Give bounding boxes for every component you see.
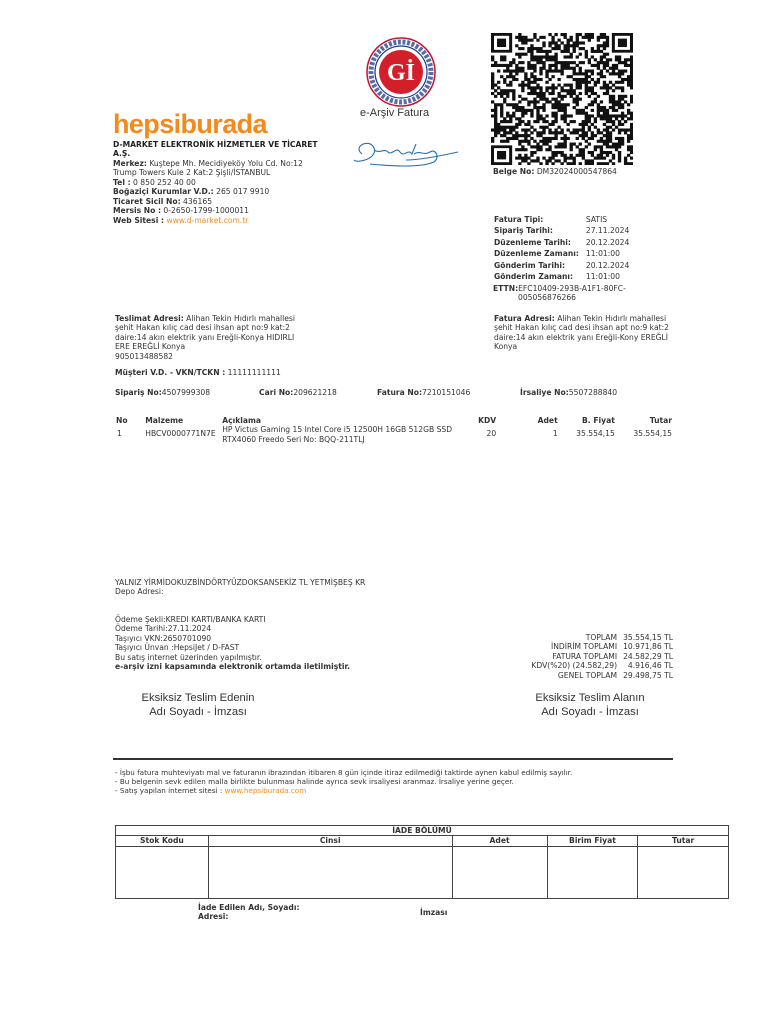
doc-title: e-Arşiv Fatura	[360, 107, 430, 119]
tasiyici-vkn: Taşıyıcı VKN:2650701090	[115, 633, 212, 643]
note-3-prefix: - Satış yapılan internet sitesi :	[115, 786, 225, 795]
belge-value: DM32024000547864	[536, 167, 617, 176]
cari-label: Cari No:	[259, 388, 294, 397]
amount-in-words: YALNIZ YİRMİDOKUZBİNDÖRTYÜZDOKSANSEKİZ TL YETMİŞBEŞ KR	[115, 578, 366, 587]
total-value: 29.498,75 TL	[623, 670, 673, 680]
iade-col-cinsi: Cinsi	[208, 836, 452, 846]
iade-section	[115, 825, 729, 899]
invoice-info-label: Sipariş Tarihi:	[494, 226, 553, 236]
col-kdv: KDV	[478, 416, 497, 425]
mersis-label: Mersis No :	[113, 206, 161, 216]
fatura-adresi-line1: Alihan Tekin Hıdırlı mahallesi	[557, 314, 667, 323]
total-row	[525, 642, 673, 651]
total-label: KDV(%20) (24.582,29)	[531, 661, 618, 671]
col-malzeme: Malzeme	[145, 416, 184, 425]
iade-edilen-block	[198, 903, 300, 922]
row-no: 1	[117, 429, 122, 439]
total-label: GENEL TOPLAM	[557, 670, 618, 680]
total-label: FATURA TOPLAMI	[552, 651, 618, 661]
note-1: - İşbu fatura muhteviyatı mal ve faturanın ibrazından itibaren 8 gün içinde itiraz edilmediği taktirde aynen kabul edilmiş sayılır.	[115, 768, 573, 777]
row-aciklama-line2: RTX4060 Freedo Seri No: BQQ-211TLJ	[222, 434, 365, 444]
iade-title: İADE BÖLÜMÜ	[116, 826, 729, 836]
teslim-alan-sublabel: Adı Soyadı - İmzası	[541, 706, 639, 718]
depo-adresi: Depo Adresi:	[115, 587, 164, 596]
iade-col-tutar: Tutar	[638, 836, 729, 846]
total-label: İNDİRİM TOPLAMI	[550, 642, 618, 652]
odeme-sekli: Ödeme Şekli:KREDI KARTI/BANKA KARTI	[115, 615, 266, 624]
invoice-info-label: Düzenleme Zamanı:	[494, 249, 579, 259]
sicil-label: Ticaret Sicil No:	[113, 196, 181, 206]
fatura-adresi-line4: Konya	[494, 342, 518, 352]
invoice-info-row	[493, 214, 630, 225]
fatura-adresi-line3: daire:14 akın elektrik yanı Ereğli-Kony EREĞLİ	[494, 332, 668, 342]
iade-cell-cinsi[interactable]	[208, 846, 452, 898]
note-2: - Bu belgenin sevk edilen malla birlikte bulunması halinde ayrıca sevk irsaliyesi aranmaz. İrsaliye yerine geçer.	[115, 777, 514, 786]
mersis-value: 0-2650-1799-1000011	[163, 206, 249, 216]
iade-cell-tutar[interactable]	[638, 846, 729, 898]
total-value: 10.971,86 TL	[623, 642, 673, 652]
teslimat-line3: daire:14 akın elektrik yanı Ereğli-Konya HIDIRLI	[115, 332, 295, 342]
invoice-info-row	[493, 260, 630, 271]
invoice-info	[493, 214, 630, 283]
tel-value: 0 850 252 40 00	[133, 177, 196, 187]
total-value: 24.582,29 TL	[623, 651, 673, 661]
divider	[113, 758, 673, 760]
invoice-info-label: Fatura Tipi:	[494, 215, 544, 224]
hepsiburada-logo: hepsiburada	[113, 109, 267, 139]
siparis-label: Sipariş No:	[115, 388, 162, 397]
cari-value: 209621218	[293, 388, 337, 397]
customer-vkn	[115, 368, 281, 377]
col-adet: Adet	[537, 416, 558, 425]
ettn-line2: 005056876266	[518, 293, 576, 303]
belge-label: Belge No:	[493, 167, 535, 176]
invoice-info-value: 27.11.2024	[585, 226, 630, 236]
teslim-alan-signature	[520, 691, 660, 719]
ettn-block	[493, 284, 626, 303]
total-row	[525, 671, 673, 680]
iade-empty-row	[116, 846, 729, 898]
payment-block	[115, 615, 350, 672]
merkez-value: Kuştepe Mh. Mecidiyeköy Yolu Cd. No:12	[149, 158, 303, 168]
company-name: D-MARKET ELEKTRONİK HİZMETLER VE TİCARET A.Ş.	[113, 140, 318, 159]
internet-satis-note: Bu satış internet üzerinden yapılmıştır.	[115, 652, 262, 662]
teslim-eden-sublabel: Adı Soyadı - İmzası	[149, 706, 247, 718]
teslim-alan-label: Eksiksiz Teslim Alanın	[535, 692, 645, 704]
odeme-tarihi: Ödeme Tarihi:27.11.2024	[115, 624, 212, 634]
web-label: Web Sitesi :	[113, 215, 164, 225]
iade-col-birim: Birim Fiyat	[547, 836, 638, 846]
teslimat-line2: şehit Hakan kılıç cad desi ihsan apt no:9 kat:2	[115, 323, 290, 333]
teslimat-line1: Alihan Tekin Hıdırlı mahallesi	[186, 314, 295, 323]
invoice-info-row	[493, 225, 630, 236]
col-tutar: Tutar	[649, 416, 672, 425]
col-aciklama: Açıklama	[222, 416, 262, 425]
musteri-value: 11111111111	[227, 368, 281, 377]
invoice-info-row	[493, 271, 630, 282]
totals-block	[525, 633, 673, 680]
teslim-eden-label: Eksiksiz Teslim Edenin	[141, 692, 255, 704]
web-link[interactable]: www.d-market.com.tr	[166, 215, 249, 225]
belge-no	[493, 167, 617, 176]
iade-col-adet: Adet	[452, 836, 547, 846]
row-fiyat: 35.554,15	[576, 429, 615, 439]
earsiv-note: e-arşiv izni kapsamında elektronik ortamda iletilmiştir.	[115, 662, 351, 672]
invoice-info-value: SATIS	[585, 215, 608, 224]
iade-col-stok: Stok Kodu	[116, 836, 209, 846]
gib-seal	[365, 36, 437, 108]
row-adet: 1	[552, 429, 558, 439]
delivery-address	[115, 314, 315, 361]
row-aciklama-line1: HP Victus Gaming 15 Intel Core i5 12500H 16GB 512GB SSD	[222, 425, 453, 435]
qr-code	[491, 33, 633, 165]
row-malzeme: HBCV0000771N7E	[145, 429, 216, 439]
teslimat-phone: 905013488582	[115, 351, 173, 361]
irsaliye-label: İrsaliye No:	[520, 388, 569, 397]
gib-seal-icon	[365, 36, 437, 108]
signature-image	[350, 134, 460, 174]
notes-block	[115, 768, 572, 795]
total-row	[525, 652, 673, 661]
invoice-info-value: 20.12.2024	[585, 260, 630, 270]
invoice-info-value: 11:01:00	[585, 249, 620, 259]
seal-letter: Gİ	[386, 60, 416, 86]
table-row	[116, 425, 672, 444]
invoice-info-value: 20.12.2024	[585, 237, 630, 247]
fatura-adresi-line2: şehit Hakan kılıç cad desi ihsan apt no:9 kat:2	[494, 323, 669, 333]
siparis-no	[115, 388, 210, 397]
hepsiburada-link[interactable]: www.hepsiburada.com	[224, 786, 307, 795]
billing-address	[494, 314, 694, 352]
fatura-adresi-label: Fatura Adresi:	[494, 314, 555, 323]
iade-edilen-label: İade Edilen Adı, Soyadı:	[198, 903, 300, 912]
fatura-no	[377, 388, 470, 397]
row-kdv: 20	[486, 429, 497, 439]
invoice-info-label: Gönderim Tarihi:	[494, 260, 566, 270]
invoice-info-value: 11:01:00	[585, 272, 620, 282]
vd-label: Boğaziçi Kurumlar V.D.:	[113, 187, 214, 197]
row-tutar: 35.554,15	[633, 429, 672, 439]
items-table	[116, 416, 672, 444]
iade-cell-birim[interactable]	[547, 846, 638, 898]
invoice-info-label: Gönderim Zamanı:	[494, 272, 574, 282]
total-label: TOPLAM	[585, 633, 618, 642]
cari-no	[259, 388, 337, 397]
col-fiyat: B. Fiyat	[582, 416, 615, 425]
fatura-no-label: Fatura No:	[377, 388, 423, 397]
musteri-label: Müşteri V.D. - VKN/TCKN :	[115, 368, 226, 377]
tasiyici-unvan: Taşıyıcı Ünvan :HepsiJet / D-FAST	[115, 643, 240, 653]
iade-imzasi-label: İmzası	[420, 908, 448, 917]
col-no: No	[116, 416, 128, 425]
vd-value: 265 017 9910	[216, 187, 270, 197]
total-row	[525, 661, 673, 670]
merkez-label: Merkez:	[113, 158, 147, 168]
teslimat-line4: ERE EREĞLİ Konya	[115, 342, 186, 352]
company-address-line2: Trump Towers Kule 2 Kat:2 Şişli/İSTANBUL	[113, 168, 271, 178]
invoice-info-row	[493, 248, 630, 259]
invoice-info-label: Düzenleme Tarihi:	[494, 237, 571, 247]
teslim-eden-signature	[128, 691, 268, 719]
irsaliye-value: 5507288840	[568, 388, 618, 397]
iade-cell-stok[interactable]	[116, 846, 209, 898]
iade-adresi-label: Adresi:	[198, 912, 229, 922]
invoice-info-row	[493, 237, 630, 248]
ettn-label: ETTN:	[493, 284, 519, 293]
teslimat-label: Teslimat Adresi:	[115, 314, 184, 323]
siparis-value: 4507999308	[161, 388, 211, 397]
total-value: 35.554,15 TL	[623, 633, 673, 642]
sicil-value: 436165	[183, 196, 213, 206]
tel-label: Tel :	[113, 177, 131, 187]
ettn-line1: EFC10409-293B-A1F1-80FC-	[518, 284, 626, 293]
fatura-no-value: 7210151046	[422, 388, 471, 397]
iade-cell-adet[interactable]	[452, 846, 547, 898]
irsaliye-no	[520, 388, 617, 397]
total-value: 4.916,46 TL	[627, 661, 673, 671]
total-row	[525, 633, 673, 642]
qr-code-icon	[491, 33, 633, 165]
company-block	[113, 140, 333, 225]
